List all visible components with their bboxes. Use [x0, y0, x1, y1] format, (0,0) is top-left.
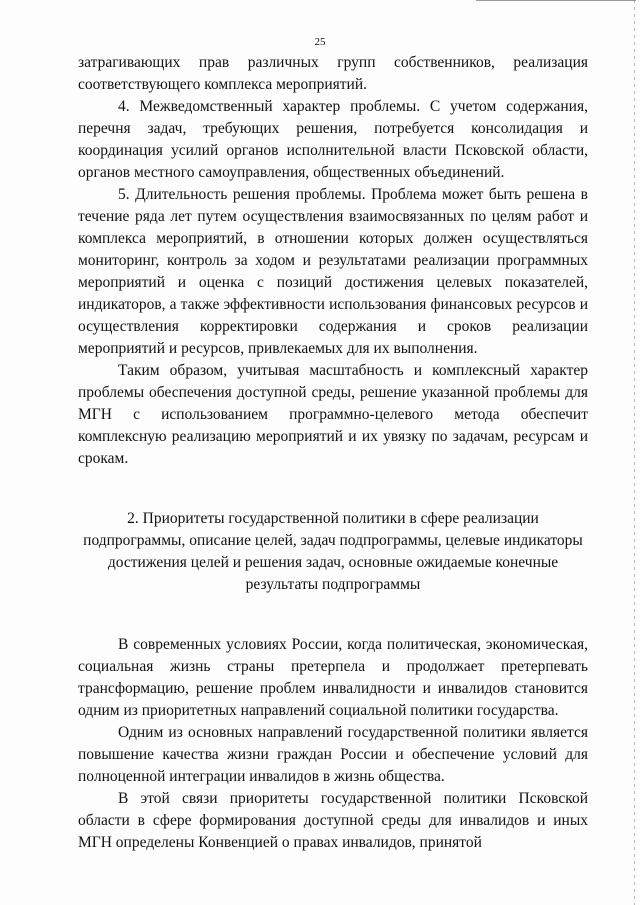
section-heading: 2. Приоритеты государственной политики в сфере реализации подпрограммы, описание целей, задач подпрограммы, целевые индикаторы достижения целей и решения задач, основные ожидаемые конечные результаты подпрограммы — [83, 510, 583, 593]
paragraph: 5. Длительность решения проблемы. Проблема может быть решена в течение ряда лет путем осуществления взаимосвязанных по целям работ и комплекса мероприятий, в отношении которых должен осуществляться мониторинг, контроль за ходом и результатами реализации программных мероприятий и оценка с позиций достижения целевых показателей, индикаторов, а также эффективности использования финансовых ресурсов и осуществления корректировки содержания и сроков реализации мероприятий и ресурсов, привлекаемых для их выполнения. — [78, 186, 588, 357]
paragraph: Одним из основных направлений государственной политики является повышение качества жизни граждан России и обеспечение условий для полноценной интеграции инвалидов в жизнь общества. — [78, 724, 588, 785]
paragraph: Таким образом, учитывая масштабность и комплексный характер проблемы обеспечения доступной среды, решение указанной проблемы для МГН с использованием программно-целевого метода обеспечит комплексную реализацию мероприятий и их увязку по задачам, ресурсам и срокам. — [78, 362, 588, 467]
document-body — [78, 52, 588, 854]
scan-edge-line — [476, 0, 636, 1]
paragraph: В этой связи приоритеты государственной политики Псковской области в сфере формирования доступной среды для инвалидов и иных МГН определены Конвенцией о правах инвалидов, принятой — [78, 790, 588, 851]
page-number: 25 — [314, 36, 326, 48]
scan-edge-border — [634, 0, 635, 905]
paragraph: 4. Межведомственный характер проблемы. С учетом содержания, перечня задач, требующих решения, потребуется консолидация и координация усилий органов исполнительной власти Псковской области, органов местного самоуправления, общественных объединений. — [78, 98, 588, 181]
paragraph: затрагивающих прав различных групп собственников, реализация соответствующего комплекса мероприятий. — [78, 54, 588, 93]
paragraph: В современных условиях России, когда политическая, экономическая, социальная жизнь страны претерпела и продолжает претерпевать трансформацию, решение проблем инвалидности и инвалидов становится одним из приоритетных направлений социальной политики государства. — [78, 636, 588, 719]
